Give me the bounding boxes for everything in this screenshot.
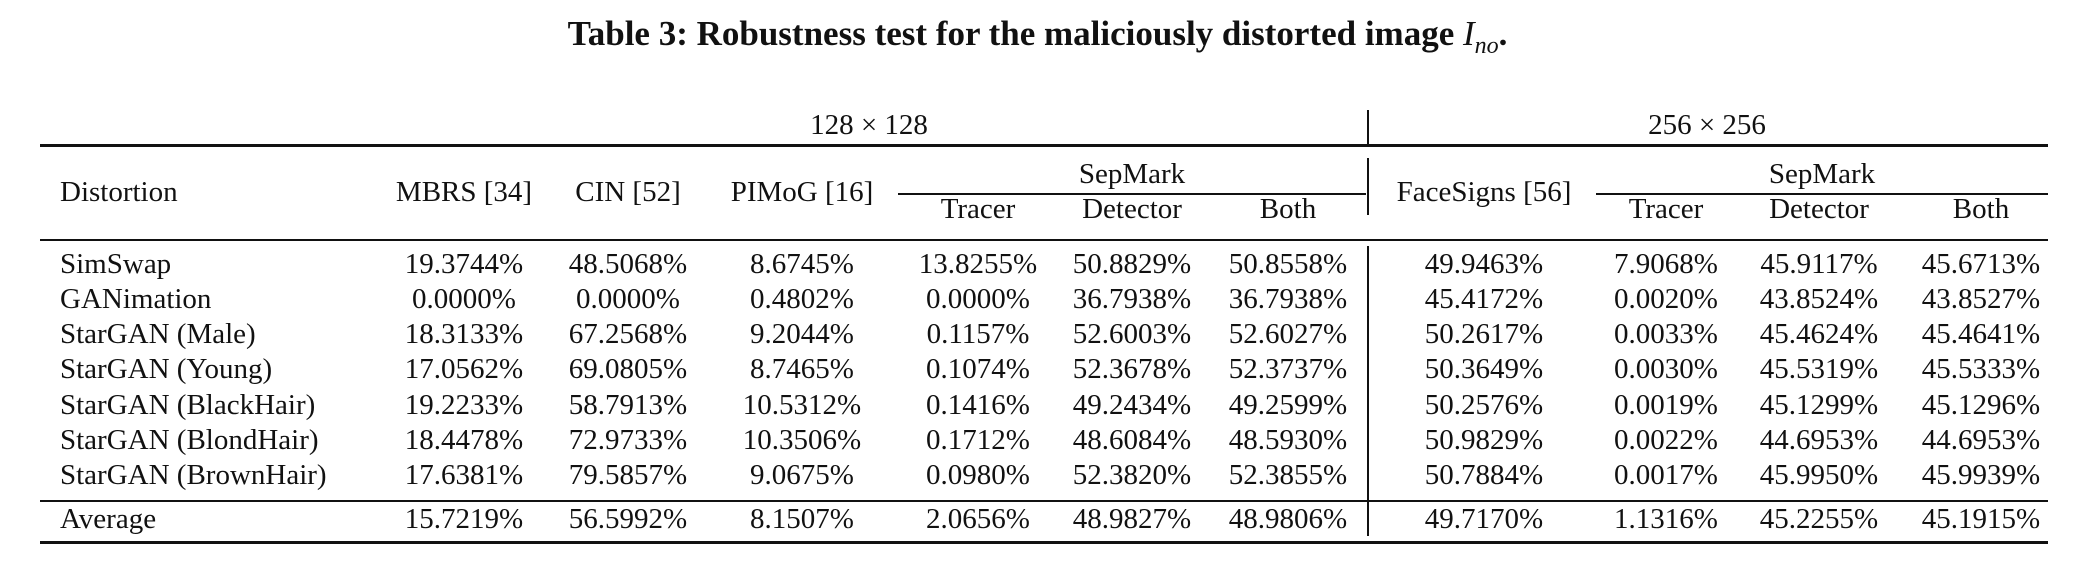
table-cell: 0.1712% bbox=[926, 424, 1030, 456]
table-cell: 52.3678% bbox=[1072, 353, 1192, 385]
table-cell: 45.2255% bbox=[1759, 503, 1879, 535]
table-cell: 50.3649% bbox=[1424, 353, 1544, 385]
table-cell: 10.3506% bbox=[742, 424, 862, 456]
table-cell: 36.7938% bbox=[1228, 283, 1348, 315]
table-cell: 45.1296% bbox=[1921, 389, 2041, 421]
group-separator-top bbox=[1367, 110, 1369, 145]
table-cell: 52.3737% bbox=[1228, 353, 1348, 385]
table-cell: 45.9939% bbox=[1921, 459, 2041, 491]
subcolumn-tracer-128: Tracer bbox=[940, 193, 1016, 225]
table-cell: 50.7884% bbox=[1424, 459, 1544, 491]
group-separator-header bbox=[1367, 158, 1369, 215]
table-cell: 0.0033% bbox=[1614, 318, 1718, 350]
row-label: StarGAN (BrownHair) bbox=[60, 459, 327, 491]
caption-math bbox=[1463, 14, 1499, 59]
row-label: StarGAN (BlackHair) bbox=[60, 389, 316, 421]
table-cell: 52.3855% bbox=[1228, 459, 1348, 491]
table-caption bbox=[0, 14, 2075, 60]
table-cell: 48.9806% bbox=[1228, 503, 1348, 535]
table-cell: 50.8558% bbox=[1228, 248, 1348, 280]
table-cell: 45.4172% bbox=[1424, 283, 1544, 315]
table-cell: 45.1915% bbox=[1921, 503, 2041, 535]
group-header-256: 256 × 256 bbox=[1648, 109, 1766, 141]
caption-math-sub: no bbox=[1474, 33, 1499, 59]
table-cell: 43.8527% bbox=[1921, 283, 2041, 315]
row-label: StarGAN (Young) bbox=[60, 353, 273, 385]
table-cell: 45.9117% bbox=[1760, 248, 1878, 280]
table-cell: 8.7465% bbox=[750, 353, 854, 385]
table-cell: 0.1157% bbox=[926, 318, 1030, 350]
row-label: SimSwap bbox=[60, 248, 172, 280]
table-cell: 19.2233% bbox=[404, 389, 524, 421]
top-rule bbox=[40, 144, 2048, 147]
row-label: GANimation bbox=[60, 283, 212, 315]
sepmark-256-header: SepMark bbox=[1768, 158, 1876, 190]
table-cell: 48.5068% bbox=[568, 248, 688, 280]
table-cell: 49.2599% bbox=[1228, 389, 1348, 421]
table-cell: 48.5930% bbox=[1228, 424, 1348, 456]
table-cell: 49.7170% bbox=[1424, 503, 1544, 535]
table-cell: 52.6027% bbox=[1228, 318, 1348, 350]
table-cell: 17.6381% bbox=[404, 459, 524, 491]
table-cell: 48.9827% bbox=[1072, 503, 1192, 535]
table-cell: 45.4624% bbox=[1759, 318, 1879, 350]
table-cell: 50.8829% bbox=[1072, 248, 1192, 280]
table-cell: 50.2576% bbox=[1424, 389, 1544, 421]
column-header-cin: CIN [52] bbox=[575, 176, 681, 208]
table-cell: 8.1507% bbox=[750, 503, 854, 535]
column-header-pimog: PIMoG [16] bbox=[730, 176, 874, 208]
table-cell: 49.2434% bbox=[1072, 389, 1192, 421]
table-cell: 52.6003% bbox=[1072, 318, 1192, 350]
table-cell: 45.5333% bbox=[1921, 353, 2041, 385]
table-cell: 0.0019% bbox=[1614, 389, 1718, 421]
table-cell: 7.9068% bbox=[1614, 248, 1718, 280]
header-rule bbox=[40, 239, 2048, 241]
table-cell: 18.3133% bbox=[404, 318, 524, 350]
table-cell: 45.1299% bbox=[1759, 389, 1879, 421]
subcolumn-both-256: Both bbox=[1952, 193, 2010, 225]
table-cell: 2.0656% bbox=[926, 503, 1030, 535]
table-cell: 79.5857% bbox=[568, 459, 688, 491]
column-header-facesigns: FaceSigns [56] bbox=[1396, 176, 1572, 208]
table-cell: 1.1316% bbox=[1614, 503, 1718, 535]
table-cell: 17.0562% bbox=[404, 353, 524, 385]
table-cell: 0.0000% bbox=[926, 283, 1030, 315]
table-cell: 43.8524% bbox=[1759, 283, 1879, 315]
table-cell: 67.2568% bbox=[568, 318, 688, 350]
table-cell: 45.6713% bbox=[1921, 248, 2041, 280]
table-cell: 0.0020% bbox=[1614, 283, 1718, 315]
row-label: Average bbox=[60, 503, 157, 535]
caption-suffix: . bbox=[1498, 14, 1508, 53]
table-cell: 50.2617% bbox=[1424, 318, 1544, 350]
table-cell: 9.2044% bbox=[750, 318, 854, 350]
row-label: StarGAN (BlondHair) bbox=[60, 424, 319, 456]
table-cell: 18.4478% bbox=[404, 424, 524, 456]
table-cell: 13.8255% bbox=[918, 248, 1038, 280]
subcolumn-both-128: Both bbox=[1259, 193, 1317, 225]
table-cell: 45.5319% bbox=[1759, 353, 1879, 385]
table-cell: 9.0675% bbox=[750, 459, 854, 491]
group-header-128: 128 × 128 bbox=[810, 109, 928, 141]
sepmark-128-header: SepMark bbox=[1078, 158, 1186, 190]
table-cell: 44.6953% bbox=[1921, 424, 2041, 456]
table-cell: 36.7938% bbox=[1072, 283, 1192, 315]
column-header-mbrs: MBRS [34] bbox=[395, 176, 533, 208]
row-label: StarGAN (Male) bbox=[60, 318, 256, 350]
subcolumn-detector-128: Detector bbox=[1082, 193, 1182, 225]
table-cell: 58.7913% bbox=[568, 389, 688, 421]
table-cell: 50.9829% bbox=[1424, 424, 1544, 456]
table-cell: 72.9733% bbox=[568, 424, 688, 456]
table-cell: 48.6084% bbox=[1072, 424, 1192, 456]
bottom-rule bbox=[40, 541, 2048, 544]
table-cell: 15.7219% bbox=[404, 503, 524, 535]
table-cell: 8.6745% bbox=[750, 248, 854, 280]
column-header-distortion: Distortion bbox=[60, 176, 178, 208]
table-cell: 10.5312% bbox=[742, 389, 862, 421]
table-cell: 0.0000% bbox=[412, 283, 516, 315]
subcolumn-detector-256: Detector bbox=[1769, 193, 1869, 225]
table-cell: 0.4802% bbox=[750, 283, 854, 315]
caption-prefix: Table 3: Robustness test for the maliciously distorted image bbox=[567, 14, 1463, 53]
table-cell: 0.0000% bbox=[576, 283, 680, 315]
table-cell: 52.3820% bbox=[1072, 459, 1192, 491]
table-cell: 69.0805% bbox=[568, 353, 688, 385]
table-cell: 0.0017% bbox=[1614, 459, 1718, 491]
table-cell: 0.1074% bbox=[926, 353, 1030, 385]
table-cell: 45.9950% bbox=[1759, 459, 1879, 491]
table-cell: 0.0980% bbox=[926, 459, 1030, 491]
table-cell: 56.5992% bbox=[568, 503, 688, 535]
table-cell: 0.0030% bbox=[1614, 353, 1718, 385]
caption-math-base: I bbox=[1463, 14, 1475, 53]
table-cell: 0.0022% bbox=[1614, 424, 1718, 456]
table-cell: 0.1416% bbox=[926, 389, 1030, 421]
table-cell: 49.9463% bbox=[1424, 248, 1544, 280]
table-cell: 45.4641% bbox=[1921, 318, 2041, 350]
subcolumn-tracer-256: Tracer bbox=[1628, 193, 1704, 225]
table-cell: 19.3744% bbox=[404, 248, 524, 280]
table-cell: 44.6953% bbox=[1759, 424, 1879, 456]
